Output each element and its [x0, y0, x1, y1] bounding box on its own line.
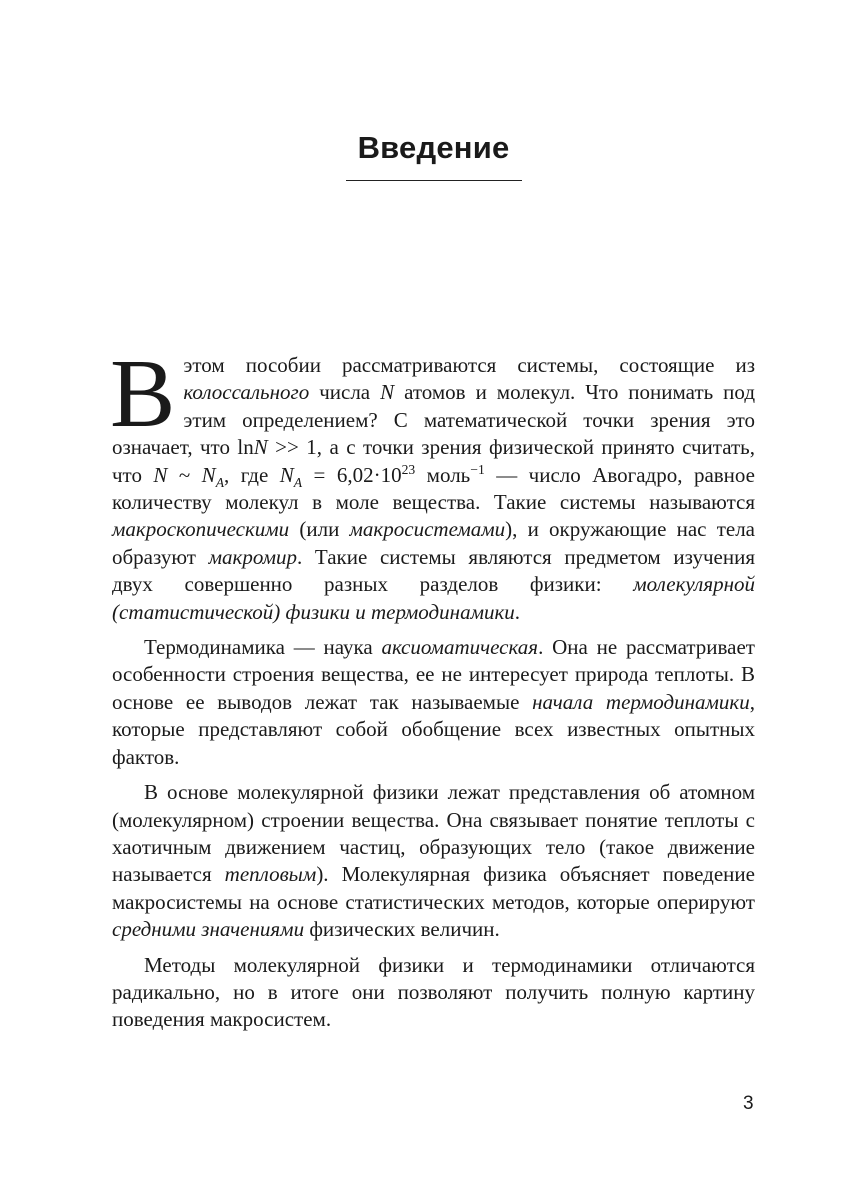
emphasis: средними значениями — [112, 917, 305, 942]
emphasis: аксиоматическая — [381, 635, 539, 660]
paragraph-4 — [112, 952, 755, 1034]
math-superscript: −1 — [470, 461, 485, 477]
text: Термодинамика — наука — [144, 635, 382, 660]
math-var: N — [380, 380, 395, 405]
math-superscript: 23 — [401, 461, 416, 477]
text: физических величин. — [304, 917, 500, 942]
math-var: N — [253, 435, 268, 460]
body-text — [110, 340, 756, 1034]
emphasis: молекулярной (статистической) физики и термодинамики — [112, 572, 755, 624]
math-subscript: A — [293, 474, 303, 490]
text: = 6,02·10 — [302, 462, 402, 487]
paragraph-3 — [112, 779, 755, 943]
emphasis: макроскопическими — [112, 517, 290, 542]
text: числа — [309, 380, 381, 405]
emphasis: макросистемами — [349, 517, 506, 542]
math-var: N — [201, 462, 216, 487]
paragraph-1 — [110, 340, 756, 626]
emphasis: начала термодинамики — [532, 689, 750, 714]
math-var: N — [279, 462, 294, 487]
title-underline — [346, 180, 522, 181]
math-subscript: A — [215, 474, 225, 490]
emphasis: колоссального — [183, 380, 310, 405]
text: Методы молекулярной физики и термодинамики отличаются радикально, но в итоге они позволяют получить полную картину поведения макросистем. — [112, 952, 755, 1032]
text: этом пособии рассматриваются системы, состоящие из — [183, 353, 755, 377]
text: , где — [224, 462, 280, 487]
page-title: Введение — [357, 130, 510, 165]
text: — число Авогадро, равное количеству молекул в моле вещества. Такие системы называются — [112, 462, 755, 515]
emphasis: тепловым — [224, 862, 317, 887]
page-number: 3 — [743, 1093, 754, 1114]
text: (или — [289, 517, 350, 542]
text: ). Молекулярная физика объясняет поведение макросистемы на основе статистических методов, которые оперируют — [112, 862, 755, 914]
text: атомов и молекул. Что понимать под этим определением? С математической точки зрения это означает, что ln — [112, 380, 755, 460]
text: . — [514, 599, 521, 624]
text: , которые представляют собой обобщение всех известных опытных фактов. — [112, 689, 755, 769]
emphasis: макромир — [208, 544, 297, 569]
text: . Она не рассматривает особенности строения вещества, ее не интересует природа теплоты. В основе ее выводов лежат так называемые — [112, 635, 755, 714]
text: >> 1, а с точки зрения физической принято считать, что — [112, 435, 755, 487]
math-var: N — [153, 462, 168, 487]
text: ), и окружающие нас тела образуют — [112, 517, 755, 569]
text: . Такие системы являются предметом изучения двух совершенно разных разделов физики: — [112, 544, 756, 597]
drop-cap: В — [110, 340, 176, 448]
text: В основе молекулярной физики лежат представления об атомном (молекулярном) строении вещества. Она связывает понятие теплоты с хаотичным движением частиц, образующих тело (такое движение называется — [112, 780, 755, 887]
text: моль — [415, 462, 471, 487]
paragraph-2 — [112, 634, 755, 771]
text: ~ — [167, 462, 202, 487]
